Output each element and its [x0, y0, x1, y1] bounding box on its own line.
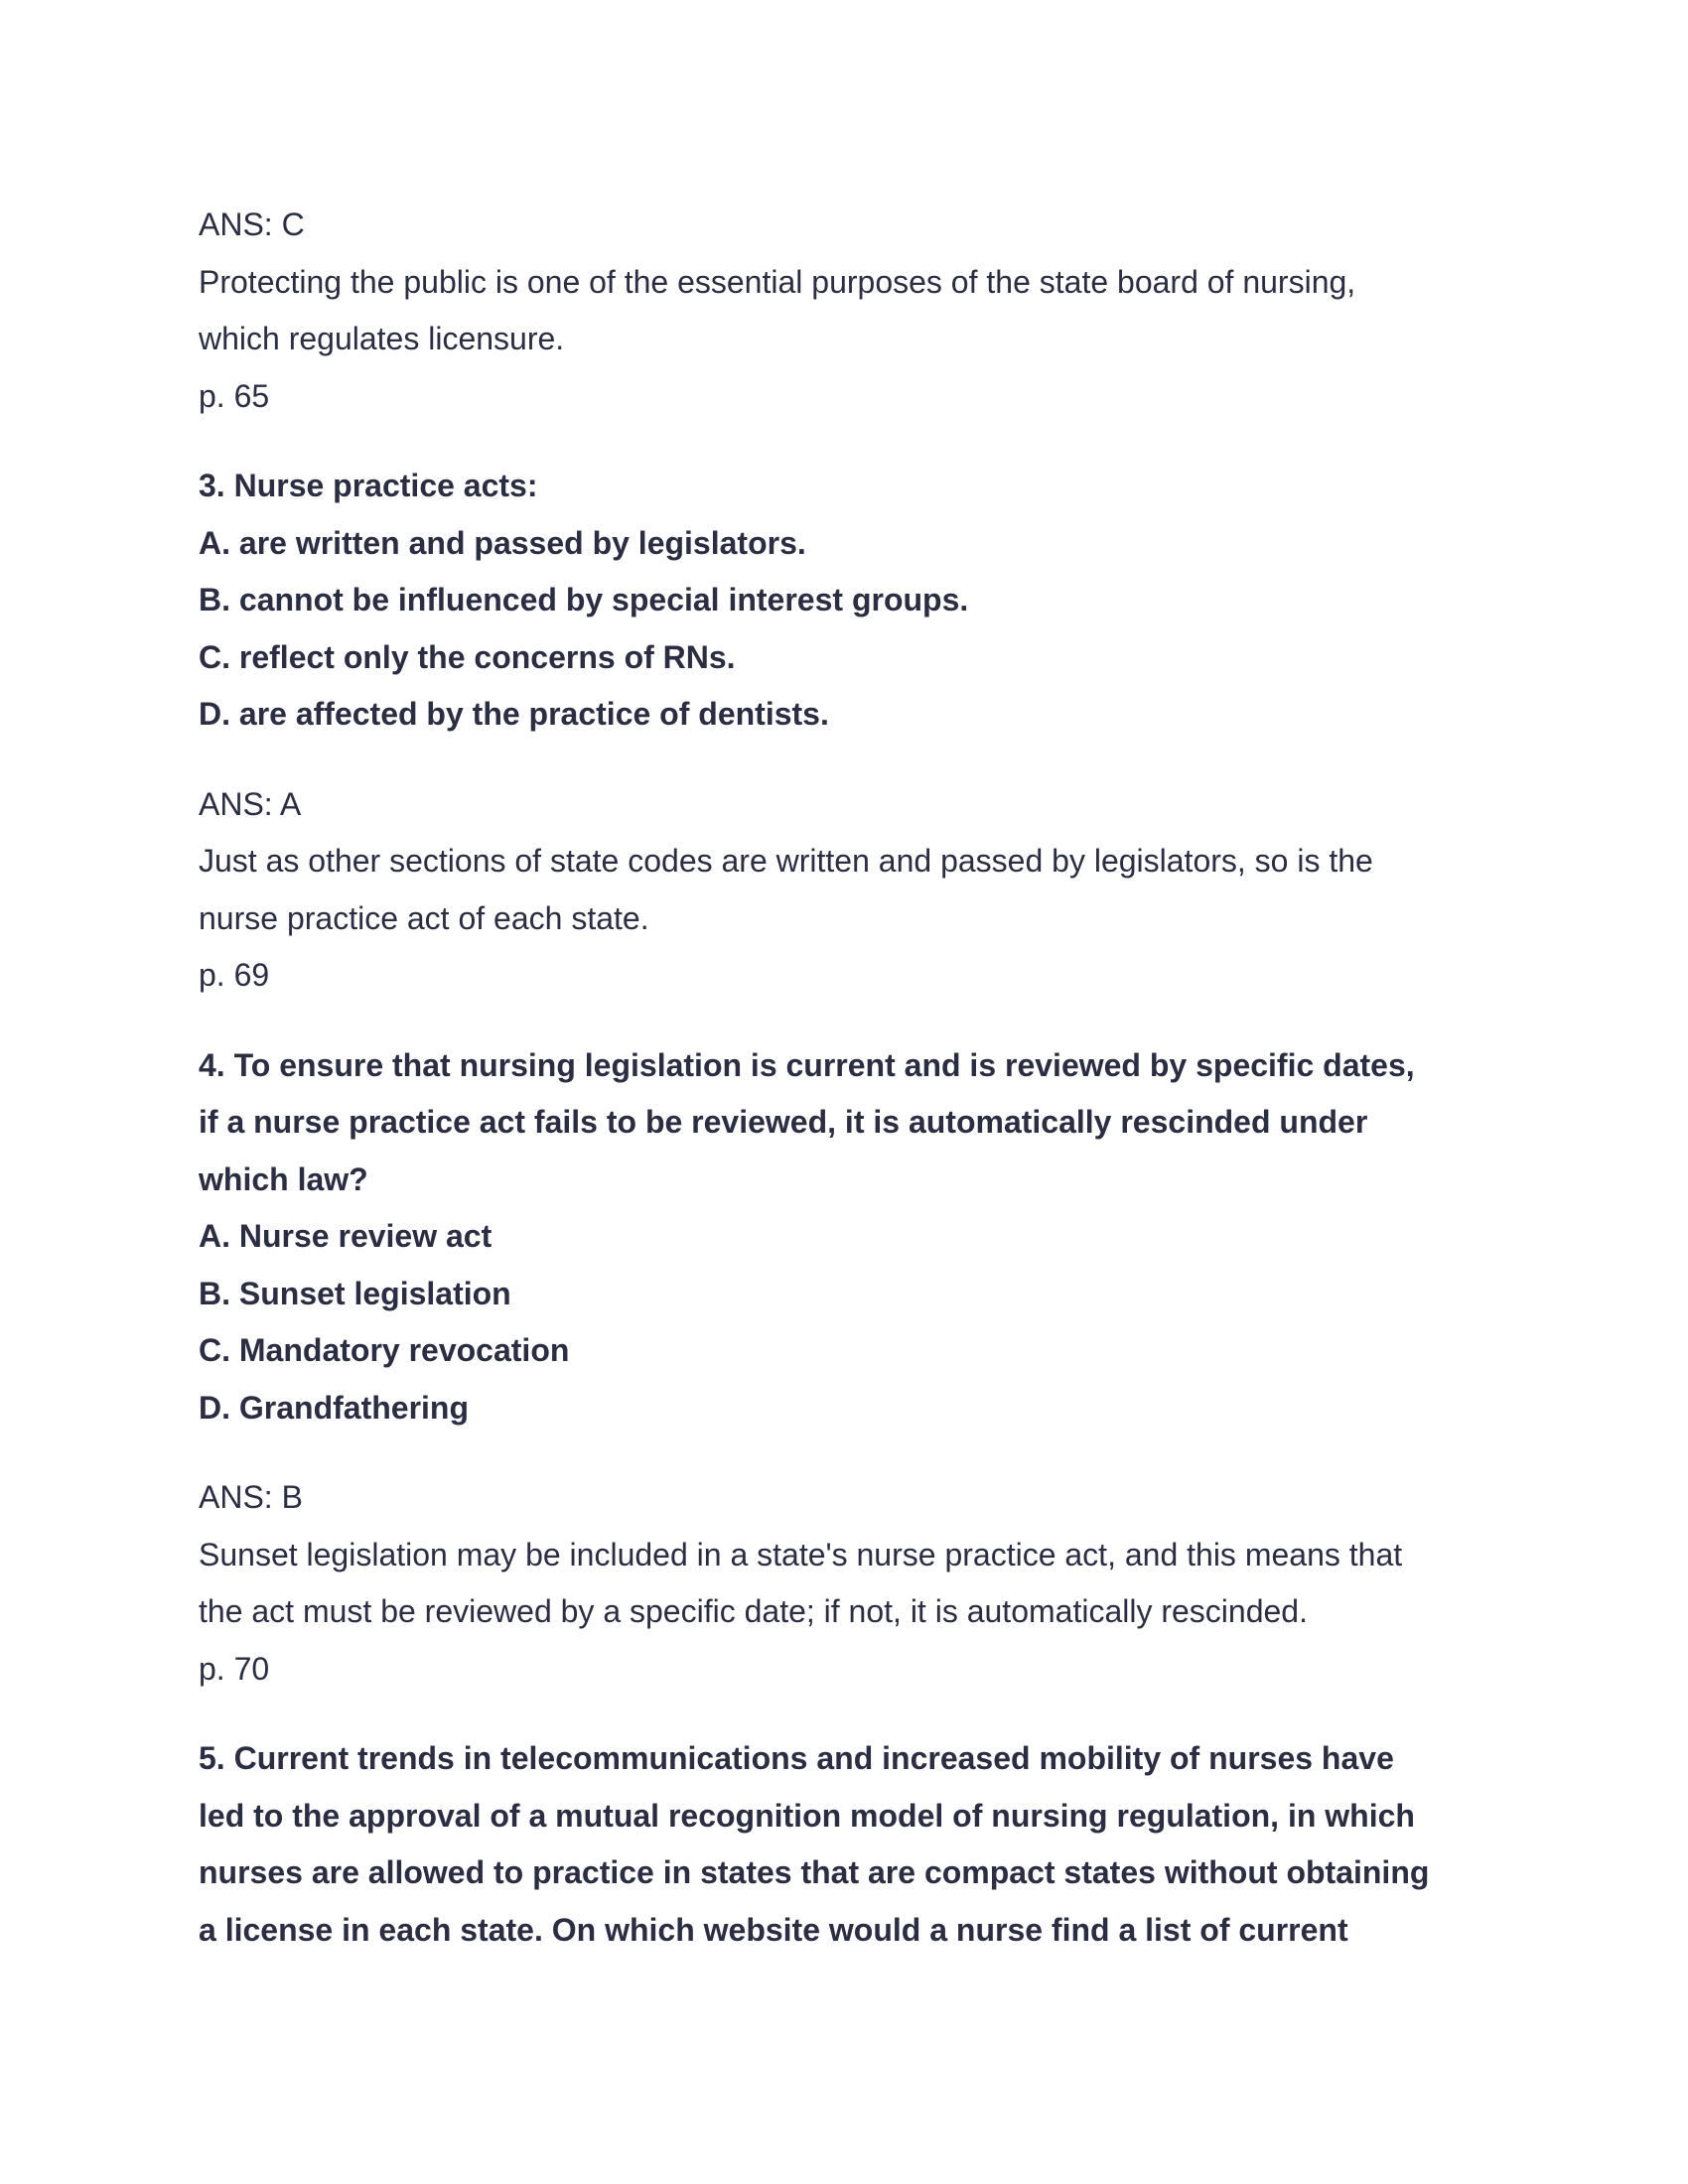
answer-option: C. reflect only the concerns of RNs.	[199, 638, 736, 675]
question-stem-line: 4. To ensure that nursing legislation is current and is reviewed by specific dates,	[199, 1046, 1415, 1083]
answer-key: ANS: A	[199, 785, 302, 822]
page-reference: p. 69	[199, 957, 270, 993]
answer-option: C. Mandatory revocation	[199, 1332, 570, 1368]
rationale-line: nurse practice act of each state.	[199, 899, 649, 936]
rationale-line: the act must be reviewed by a specific date; if not, it is automatically rescinded.	[199, 1593, 1308, 1629]
answer-option: D. Grandfathering	[199, 1389, 470, 1426]
answer-option: B. cannot be influenced by special interest groups.	[199, 582, 969, 617]
question-stem-line: a license in each state. On which website would a nurse find a list of current	[199, 1911, 1348, 1948]
question-stem-line: 5. Current trends in telecommunications and increased mobility of nurses have	[199, 1740, 1394, 1776]
answer-key: ANS: B	[199, 1479, 303, 1515]
answer-key: ANS: C	[199, 206, 305, 242]
question-stem-line: if a nurse practice act fails to be reviewed, it is automatically rescinded under	[199, 1104, 1368, 1140]
page-reference: p. 65	[199, 377, 270, 414]
rationale-line: Protecting the public is one of the essential purposes of the state board of nursing,	[199, 263, 1356, 300]
answer-option: A. Nurse review act	[199, 1218, 492, 1254]
answer-option: D. are affected by the practice of dentists.	[199, 696, 829, 732]
section-gap	[199, 1005, 1489, 1037]
answer-option: B. Sunset legislation	[199, 1275, 511, 1311]
section-gap	[199, 1436, 1489, 1469]
question-stem-line: 3. Nurse practice acts:	[199, 468, 538, 503]
question-stem-line: led to the approval of a mutual recognition model of nursing regulation, in which	[199, 1797, 1415, 1834]
page-reference: p. 70	[199, 1650, 270, 1687]
section-gap	[199, 744, 1489, 776]
rationale-line: which regulates licensure.	[199, 321, 565, 356]
question-stem-line: which law?	[199, 1160, 368, 1197]
document-page	[199, 197, 1489, 1959]
answer-option: A. are written and passed by legislators.	[199, 524, 806, 561]
rationale-line: Sunset legislation may be included in a state's nurse practice act, and this means that	[199, 1536, 1403, 1572]
rationale-line: Just as other sections of state codes are written and passed by legislators, so is the	[199, 843, 1373, 879]
section-gap	[199, 1698, 1489, 1730]
question-stem-line: nurses are allowed to practice in states that are compact states without obtaining	[199, 1854, 1430, 1890]
section-gap	[199, 425, 1489, 458]
